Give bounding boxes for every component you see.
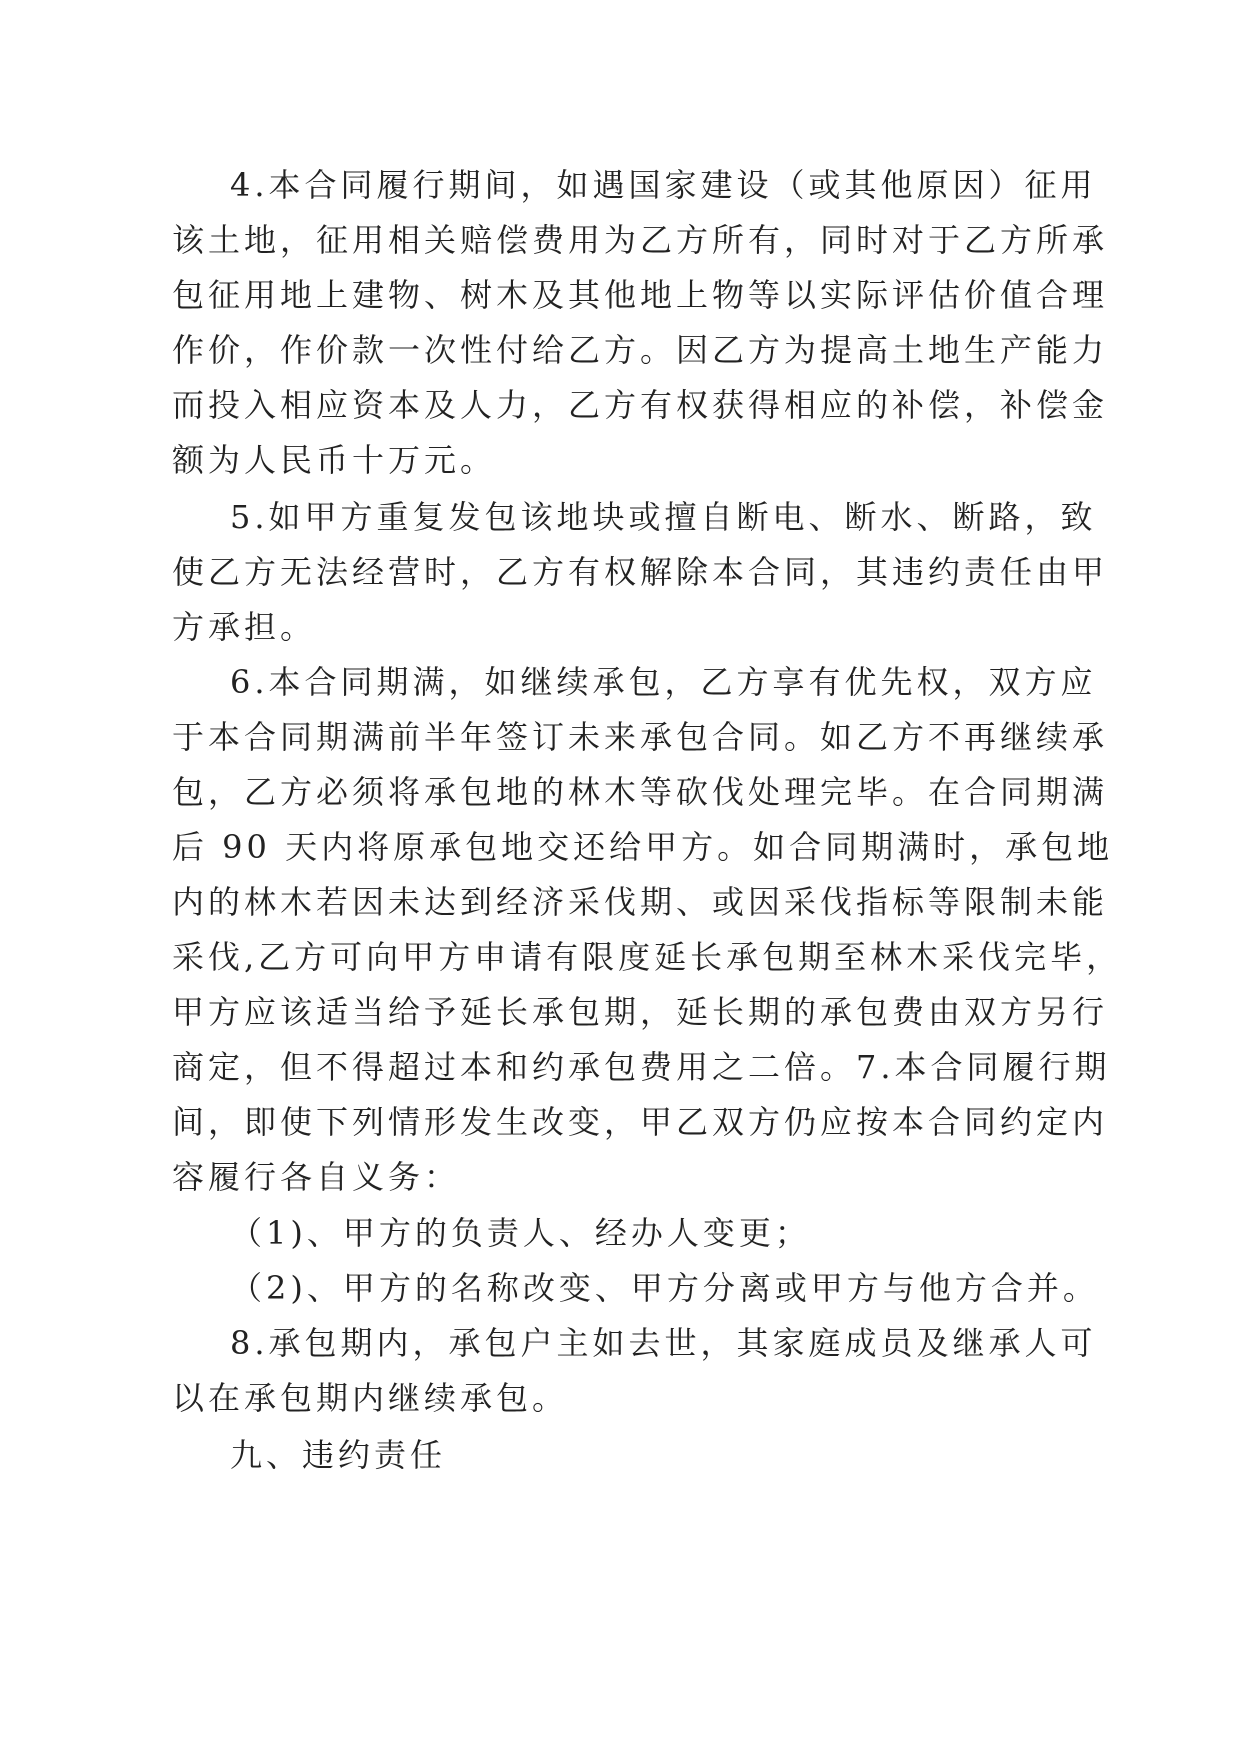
text-line xyxy=(0,155,1241,215)
text-line-content: 间，即使下列情形发生改变，甲乙双方仍应按本合同约定内 xyxy=(172,1103,1109,1141)
text-line-content: 作价，作价款一次性付给乙方。因乙方为提高土地生产能力 xyxy=(172,331,1109,369)
text-line-content: 以在承包期内继续承包。 xyxy=(172,1379,569,1417)
text-line xyxy=(0,1313,1241,1373)
text-line-content: 后 90 天内将原承包地交还给甲方。如合同期满时，承包地 xyxy=(172,828,1114,866)
text-line-content: 内的林木若因未达到经济采伐期、或因采伐指标等限制未能 xyxy=(172,883,1109,921)
text-line xyxy=(0,817,1241,877)
text-line xyxy=(0,1037,1241,1097)
text-line-content: 8.承包期内，承包户主如去世，其家庭成员及继承人可 xyxy=(230,1324,1097,1362)
text-line-content: 该土地，征用相关赔偿费用为乙方所有，同时对于乙方所承 xyxy=(172,221,1109,259)
text-line xyxy=(0,1368,1241,1428)
text-line xyxy=(0,927,1241,987)
text-line xyxy=(0,652,1241,712)
text-line-content: 使乙方无法经营时，乙方有权解除本合同，其违约责任由甲 xyxy=(172,553,1109,591)
text-line xyxy=(0,210,1241,270)
text-line-content: 而投入相应资本及人力，乙方有权获得相应的补偿，补偿金 xyxy=(172,386,1109,424)
text-line xyxy=(0,982,1241,1042)
text-line xyxy=(0,265,1241,325)
section-heading: 九、违约责任 xyxy=(230,1436,447,1474)
text-line-content: 6.本合同期满，如继续承包，乙方享有优先权，双方应 xyxy=(230,663,1097,701)
text-line xyxy=(0,1092,1241,1152)
text-line xyxy=(0,1203,1241,1263)
text-line-content: 4.本合同履行期间，如遇国家建设（或其他原因）征用 xyxy=(230,166,1097,204)
text-line-content: 甲方应该适当给予延长承包期，延长期的承包费由双方另行 xyxy=(172,993,1109,1031)
text-line xyxy=(0,487,1241,547)
text-line-content: 5.如甲方重复发包该地块或擅自断电、断水、断路，致 xyxy=(230,498,1097,536)
text-line-content: 采伐,乙方可向甲方申请有限度延长承包期至林木采伐完毕， xyxy=(172,938,1123,976)
text-line-content: 商定，但不得超过本和约承包费用之二倍。7.本合同履行期 xyxy=(172,1048,1111,1086)
text-line-content: 包，乙方必须将承包地的林木等砍伐处理完毕。在合同期满 xyxy=(172,773,1109,811)
text-line xyxy=(0,1147,1241,1207)
text-line-content: （1)、甲方的负责人、经办人变更； xyxy=(230,1214,811,1252)
text-line-content: 包征用地上建物、树木及其他地上物等以实际评估价值合理 xyxy=(172,276,1109,314)
text-line xyxy=(0,1425,1241,1485)
text-line xyxy=(0,597,1241,657)
text-line xyxy=(0,542,1241,602)
text-line-content: （2)、甲方的名称改变、甲方分离或甲方与他方合并。 xyxy=(230,1269,1099,1307)
text-line xyxy=(0,872,1241,932)
text-line xyxy=(0,1258,1241,1318)
text-line xyxy=(0,375,1241,435)
text-line xyxy=(0,430,1241,490)
text-line xyxy=(0,707,1241,767)
text-line-content: 方承担。 xyxy=(172,608,317,646)
text-line-content: 于本合同期满前半年签订未来承包合同。如乙方不再继续承 xyxy=(172,718,1109,756)
text-line-content: 容履行各自义务： xyxy=(172,1158,461,1196)
text-line-content: 额为人民币十万元。 xyxy=(172,441,497,479)
text-line xyxy=(0,762,1241,822)
text-line xyxy=(0,320,1241,380)
